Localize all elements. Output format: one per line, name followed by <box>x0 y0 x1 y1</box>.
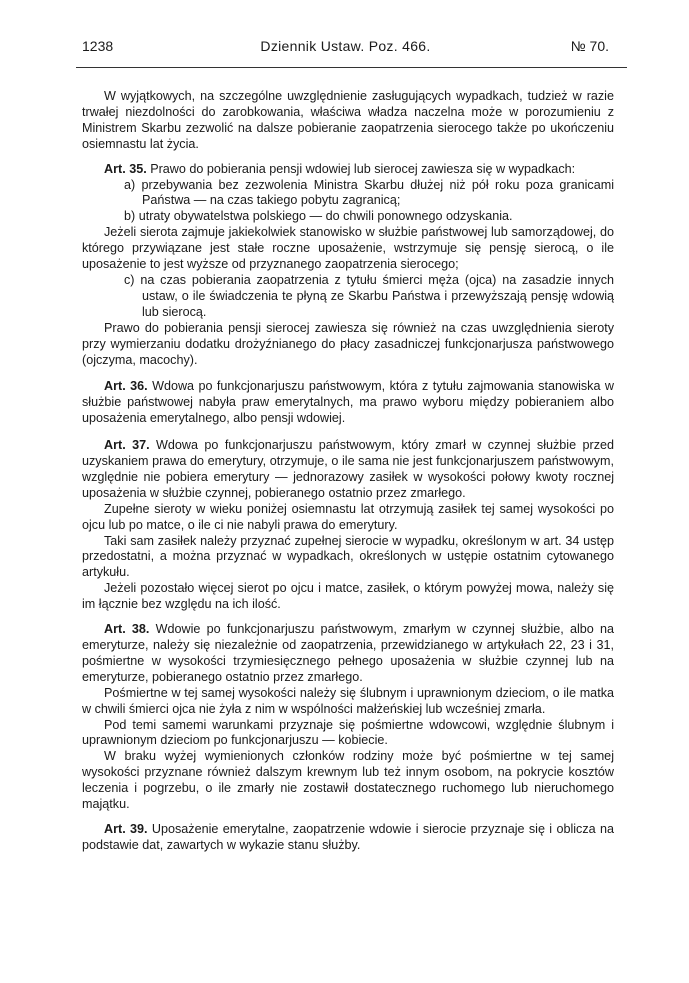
article-37-label: Art. 37. <box>104 438 150 453</box>
article-39-text: Uposażenie emerytalne, zaopatrzenie wdowie i sierocie przyznaje się i oblicza na podstawie dat, zawartych w wykazie stanu służby. <box>82 821 615 852</box>
page-number: 1238 <box>82 38 114 54</box>
article-37-text: Wdowa po funkcjonarjuszu państwowym, który zmarł w czynnej służbie przed uzyskaniem prawa do emerytury, otrzymuje, o ile sama nie jest funkcjonarjuszem państwowym, względnie nie pobiera emerytury — jednorazowy zasiłek w wysokości połowy kwoty rocznej uposażenia w służbie czynnej, pobieranego ostatnio przez zmarłego. <box>82 438 615 500</box>
article-38-text: Wdowie po funkcjonarjuszu państwowym, zmarłym w czynnej służbie, albo na emeryturze, należy się niezależnie od zaopatrzenia, przewidzianego w artykułach 22, 23 i 31, pośmiertne w wysokości trzymiesięcznego pełnego uposażenia w służbie czynnej lub na emeryturze, pobieranego ostatnio przez zmarłego. <box>82 622 614 684</box>
article-37 <box>82 438 614 502</box>
article-38-paragraph-3: W braku wyżej wymienionych członków rodziny może być pośmiertne w tej samej wysokości przyznane również dalszym krewnym lub też innym osobom, na pokrycie kosztów leczenia i pogrzebu, o ile zmarły nie zostawił dostatecznego ruchomego lub nieruchomego majątku. <box>82 749 614 812</box>
article-35 <box>82 162 614 178</box>
article-37-paragraph-3: Jeżeli pozostało więcej sierot po ojcu i matce, zasiłek, o którym powyżej mowa, należy się im łącznie bez względu na ich ilość. <box>82 581 614 612</box>
issue-number: № 70. <box>570 38 609 54</box>
article-39 <box>82 822 614 854</box>
article-35-item-b: b) utraty obywatelstwa polskiego — do chwili ponownego odzyskania. <box>124 209 513 224</box>
article-37-paragraph-2: Taki sam zasiłek należy przyznać zupełnej sierocie w wypadku, określonym w art. 34 ustęp przedostatni, a można przyznać w wypadkach, określonych w ustępie ostatnim cytowanego artykułu. <box>82 533 614 580</box>
article-37-paragraph-1: Zupełne sieroty w wieku poniżej osiemnastu lat otrzymują zasiłek tej samej wysokości po ojcu lub po matce, o ile ci nie nabyli prawa do emerytury. <box>82 501 614 532</box>
article-39-label: Art. 39. <box>104 821 148 836</box>
article-35-paragraph-1: Jeżeli sierota zajmuje jakiekolwiek stanowisko w służbie państwowej lub samorządowej, do którego przywiązane jest stałe roczne uposażenie, wstrzymuje się pensję sierocą, o ile uposażenie to jest wyższe od przyznanego zaopatrzenia sierocego; <box>82 225 614 272</box>
article-36 <box>82 379 614 427</box>
article-38-paragraph-1: Pośmiertne w tej samej wysokości należy się ślubnym i uprawnionym dzieciom, o ile matka w chwili śmierci ojca nie żyła z nim w wspólności małżeńskiej lub wcześniej zmarła. <box>82 685 614 716</box>
article-35-item-c: c) na czas pobierania zaopatrzenia z tytułu śmierci męża (ojca) na zasadzie innych ustaw, o ile świadczenia te płyną ze Skarbu Państwa i przewyższają pensję wdowią lub sierocą. <box>124 272 614 319</box>
article-36-text: Wdowa po funkcjonarjuszu państwowym, która z tytułu zajmowania stanowiska w służbie państwowej nabyła praw emerytalnych, ma prawo wyboru między pobieraniem albo uposażenia emerytalnego, albo pensji wdowiej. <box>82 379 614 426</box>
article-38-paragraph-2: Pod temi samemi warunkami przyznaje się pośmiertne wdowcowi, względnie ślubnym i uprawnionym dzieciom po funkcjonarjuszu — kobiecie. <box>82 717 614 748</box>
intro-paragraph: W wyjątkowych, na szczególne uwzględnienie zasługujących wypadkach, tudzież w razie trwałej niezdolności do zarobkowania, właściwa władza naczelna może w porozumieniu z Ministrem Skarbu zezwolić na dalsze pobieranie zaopatrzenia sierocego także po ukończeniu osiemnastu lat życia. <box>82 89 614 151</box>
document-body <box>82 89 614 854</box>
article-38 <box>82 622 614 686</box>
article-36-label: Art. 36. <box>104 379 148 394</box>
journal-title: Dziennik Ustaw. Poz. 466. <box>260 38 431 54</box>
article-35-item-a: a) przebywania bez zezwolenia Ministra Skarbu dłużej niż pół roku poza granicami Państwa — na czas takiego pobytu zagranicą; <box>124 177 614 208</box>
header-rule <box>76 67 627 68</box>
page-header <box>82 38 609 60</box>
article-35-text: Prawo do pobierania pensji wdowiej lub sierocej zawiesza się w wypadkach: <box>150 161 576 176</box>
article-38-label: Art. 38. <box>104 622 150 637</box>
article-35-label: Art. 35. <box>104 161 147 176</box>
article-35-paragraph-2: Prawo do pobierania pensji sierocej zawiesza się również na czas uwzględnienia sieroty przy wymierzaniu dodatku drożyźnianego do płacy zasadniczej funkcjonarjusza państwowego (ojczyma, macochy). <box>82 320 614 367</box>
